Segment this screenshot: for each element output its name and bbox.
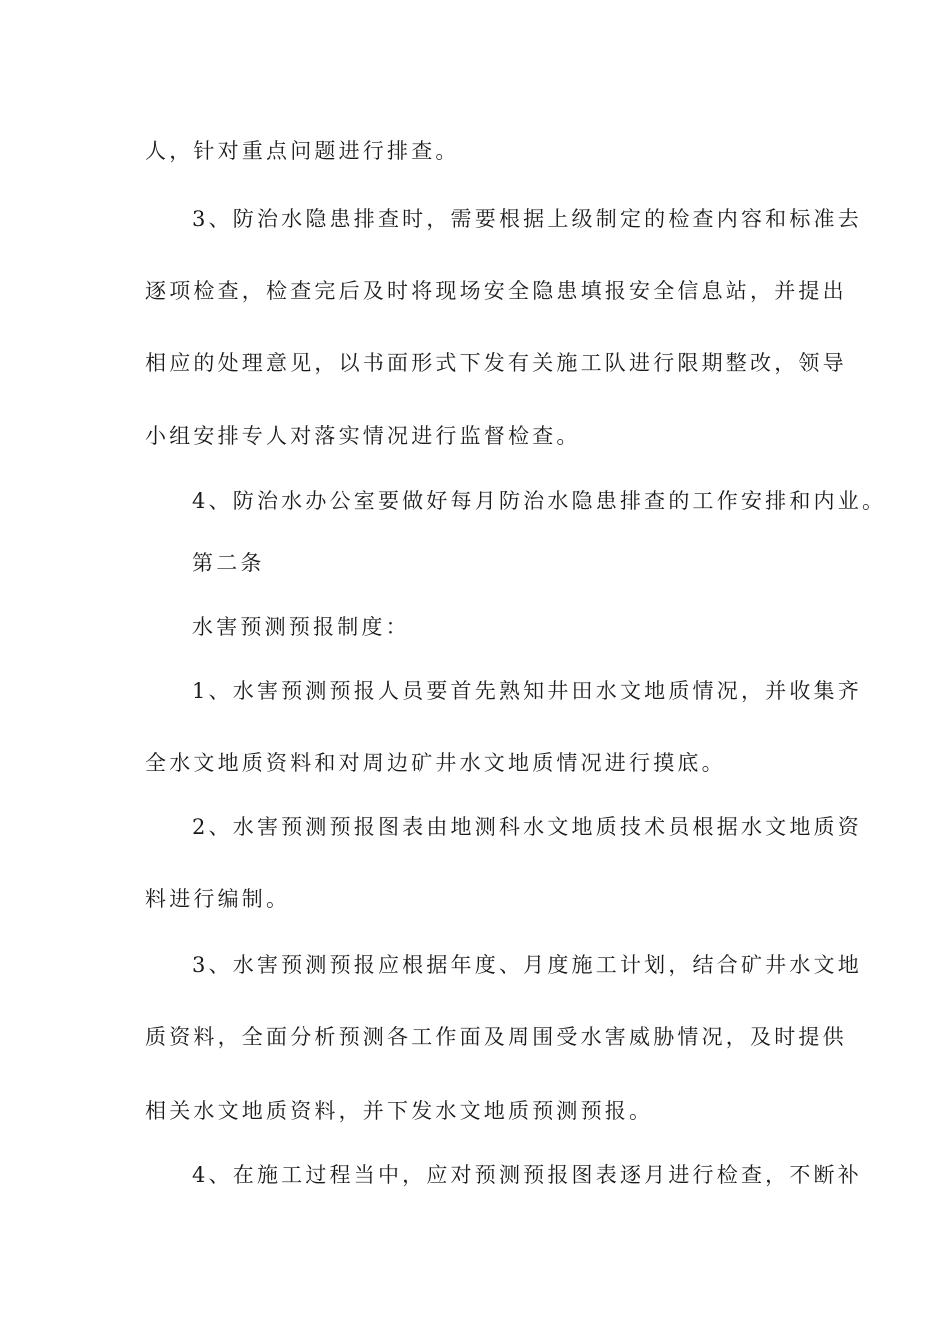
text-line-11: 2、水害预测预报图表由地测科水文地质技术员根据水文地质资 <box>192 815 862 839</box>
text-line-2: 3、防治水隐患排查时，需要根据上级制定的检查内容和标准去 <box>192 207 862 231</box>
text-line-13: 3、水害预测预报应根据年度、月度施工计划，结合矿井水文地 <box>192 953 862 977</box>
text-line-15: 相关水文地质资料，并下发水文地质预测预报。 <box>145 1099 654 1123</box>
text-line-3: 逐项检查，检查完后及时将现场安全隐患填报安全信息站，并提出 <box>145 279 847 303</box>
text-line-9: 1、水害预测预报人员要首先熟知井田水文地质情况，并收集齐 <box>192 679 862 703</box>
text-line-10: 全水文地质资料和对周边矿井水文地质情况进行摸底。 <box>145 751 726 775</box>
text-line-12: 料进行编制。 <box>145 887 291 911</box>
text-line-14: 质资料，全面分析预测各工作面及周围受水害威胁情况，及时提供 <box>145 1025 847 1049</box>
text-line-6: 4、防治水办公室要做好每月防治水隐患排查的工作安排和内业。 <box>192 489 887 513</box>
text-line-16: 4、在施工过程当中，应对预测预报图表逐月进行检查，不断补 <box>192 1163 862 1187</box>
text-line-1: 人，针对重点问题进行排查。 <box>145 139 460 163</box>
section-heading: 第二条 <box>192 551 265 575</box>
text-line-5: 小组安排专人对落实情况进行监督检查。 <box>145 424 581 448</box>
text-line-4: 相应的处理意见，以书面形式下发有关施工队进行限期整改，领导 <box>145 351 847 375</box>
section-title: 水害预测预报制度： <box>192 615 410 639</box>
